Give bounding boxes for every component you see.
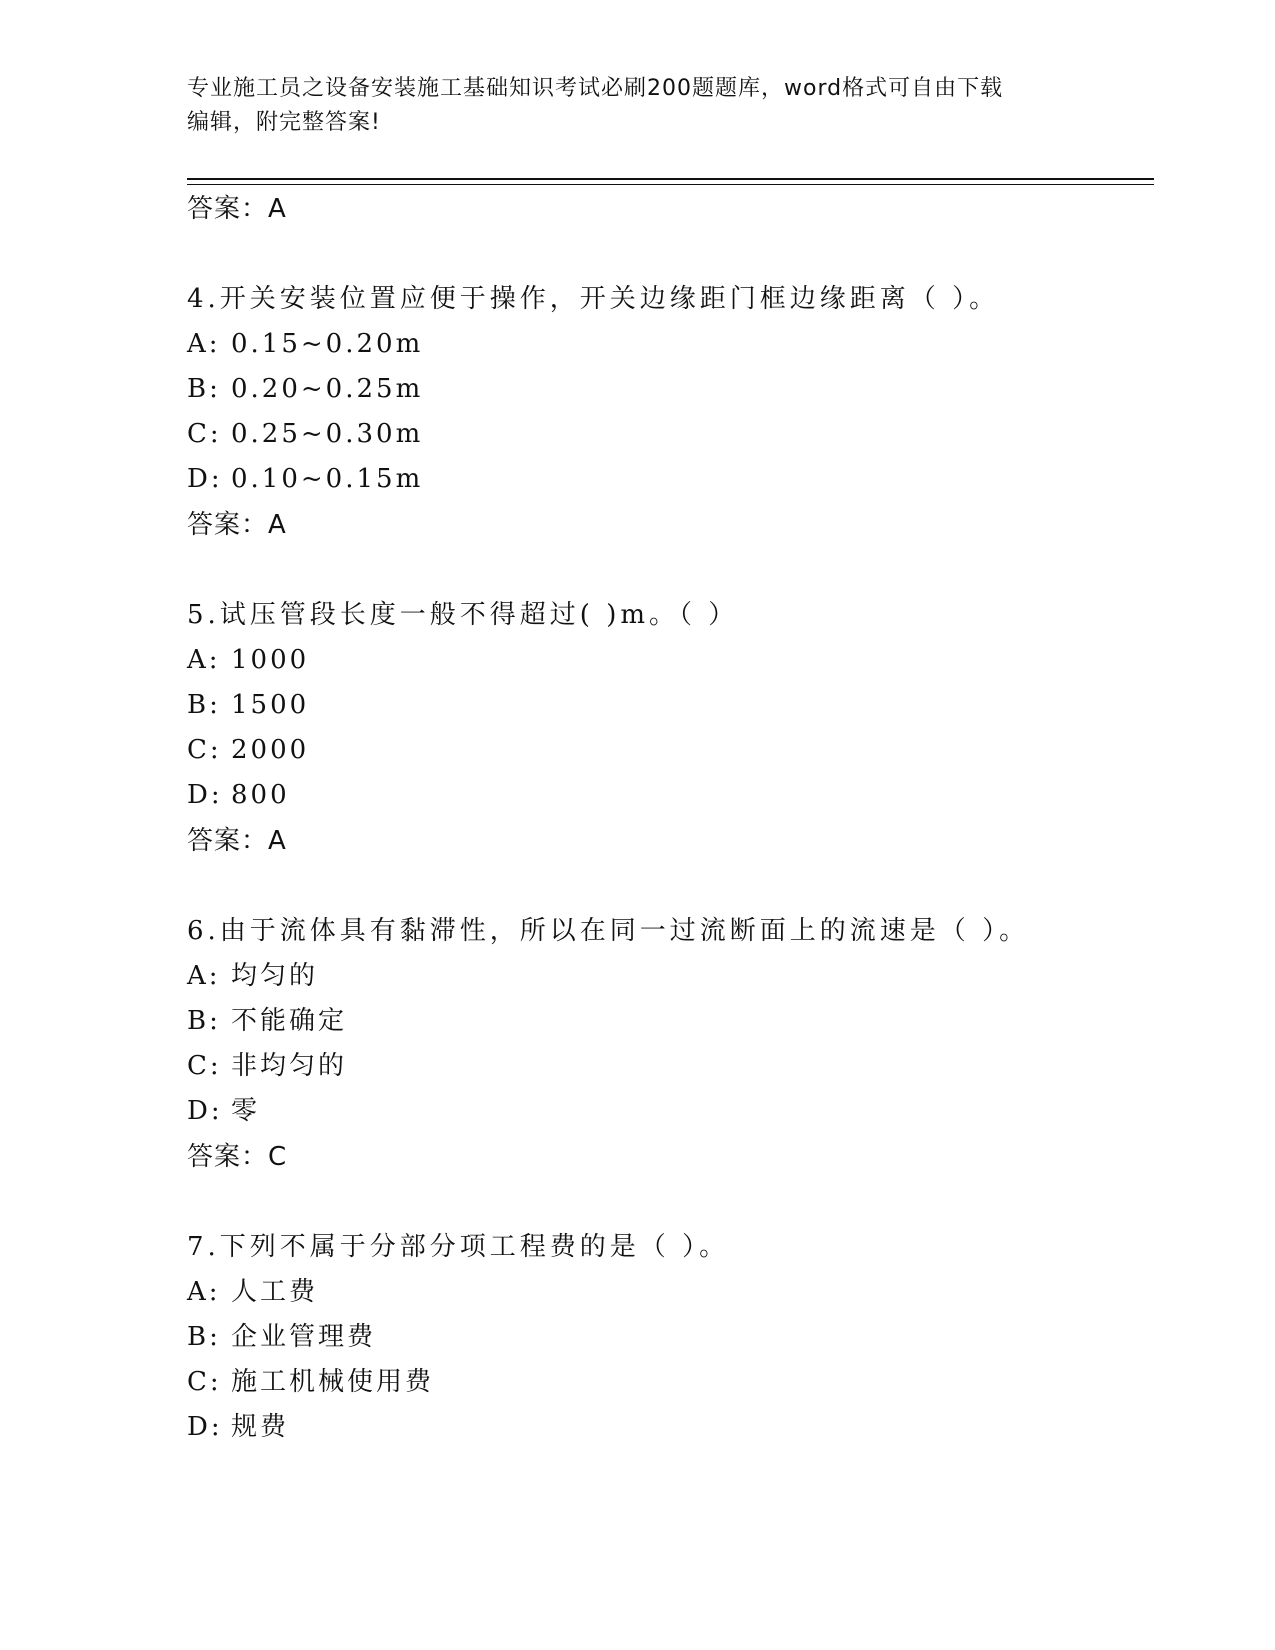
option-text: 均匀的: [231, 961, 319, 991]
answer-line: 答案：A: [187, 194, 287, 224]
header-divider-thick: [187, 178, 1154, 180]
option-letter: D:: [187, 780, 223, 810]
question-5: [187, 592, 1154, 864]
option-text: 零: [231, 1096, 261, 1126]
question-text: 6.由于流体具有黏滞性，所以在同一过流断面上的流速是（ ）。: [187, 916, 1030, 946]
option-a: [187, 638, 1154, 683]
option-letter: C:: [187, 1367, 222, 1397]
option-text: 800: [231, 780, 290, 810]
option-a: [187, 1270, 1154, 1315]
option-text: 不能确定: [231, 1006, 348, 1036]
question-text: 7.下列不属于分部分项工程费的是（ ）。: [187, 1232, 730, 1262]
option-text: 1500: [231, 690, 310, 720]
option-text: 0.10~0.15m: [231, 464, 424, 494]
option-letter: A:: [187, 329, 221, 359]
option-c: [187, 412, 1154, 457]
option-letter: B:: [187, 374, 221, 404]
option-b: [187, 683, 1154, 728]
option-letter: D:: [187, 464, 223, 494]
option-b: [187, 1315, 1154, 1360]
option-letter: C:: [187, 735, 222, 765]
option-a: [187, 954, 1154, 999]
answer-line: 答案：C: [187, 1142, 288, 1172]
option-letter: B:: [187, 1006, 221, 1036]
option-letter: A:: [187, 961, 221, 991]
question-6: [187, 908, 1154, 1180]
page-header: [187, 72, 1067, 140]
option-text: 0.15~0.20m: [231, 329, 424, 359]
answer-line: 答案：A: [187, 510, 287, 540]
option-letter: B:: [187, 690, 221, 720]
option-text: 1000: [231, 645, 310, 675]
option-letter: C:: [187, 1051, 222, 1081]
option-letter: B:: [187, 1322, 221, 1352]
option-d: [187, 1405, 1154, 1450]
answer-line: 答案：A: [187, 826, 287, 856]
question-7: [187, 1224, 1154, 1450]
option-b: [187, 367, 1154, 412]
option-d: [187, 773, 1154, 818]
option-text: 人工费: [231, 1277, 319, 1307]
option-text: 0.25~0.30m: [231, 419, 424, 449]
option-letter: D:: [187, 1096, 223, 1126]
option-a: [187, 322, 1154, 367]
option-letter: A:: [187, 1277, 221, 1307]
option-text: 企业管理费: [231, 1322, 377, 1352]
option-text: 2000: [231, 735, 310, 765]
option-letter: D:: [187, 1412, 223, 1442]
option-b: [187, 999, 1154, 1044]
option-c: [187, 1044, 1154, 1089]
option-d: [187, 1089, 1154, 1134]
header-divider-thin: [187, 184, 1154, 185]
question-4: [187, 276, 1154, 548]
option-letter: C:: [187, 419, 222, 449]
option-text: 规费: [231, 1412, 290, 1442]
header-title-line-1: 专业施工员之设备安装施工基础知识考试必刷200题题库，word格式可自由下载: [187, 76, 1004, 101]
option-text: 非均匀的: [231, 1051, 348, 1081]
option-letter: A:: [187, 645, 221, 675]
question-text: 5.试压管段长度一般不得超过( )m。（ ）: [187, 600, 739, 630]
question-list: [187, 186, 1154, 1450]
header-title-line-2: 编辑，附完整答案!: [187, 110, 381, 135]
question-text: 4.开关安装位置应便于操作，开关边缘距门框边缘距离（ ）。: [187, 284, 1000, 314]
option-text: 0.20~0.25m: [231, 374, 424, 404]
option-c: [187, 1360, 1154, 1405]
option-c: [187, 728, 1154, 773]
option-d: [187, 457, 1154, 502]
option-text: 施工机械使用费: [231, 1367, 435, 1397]
